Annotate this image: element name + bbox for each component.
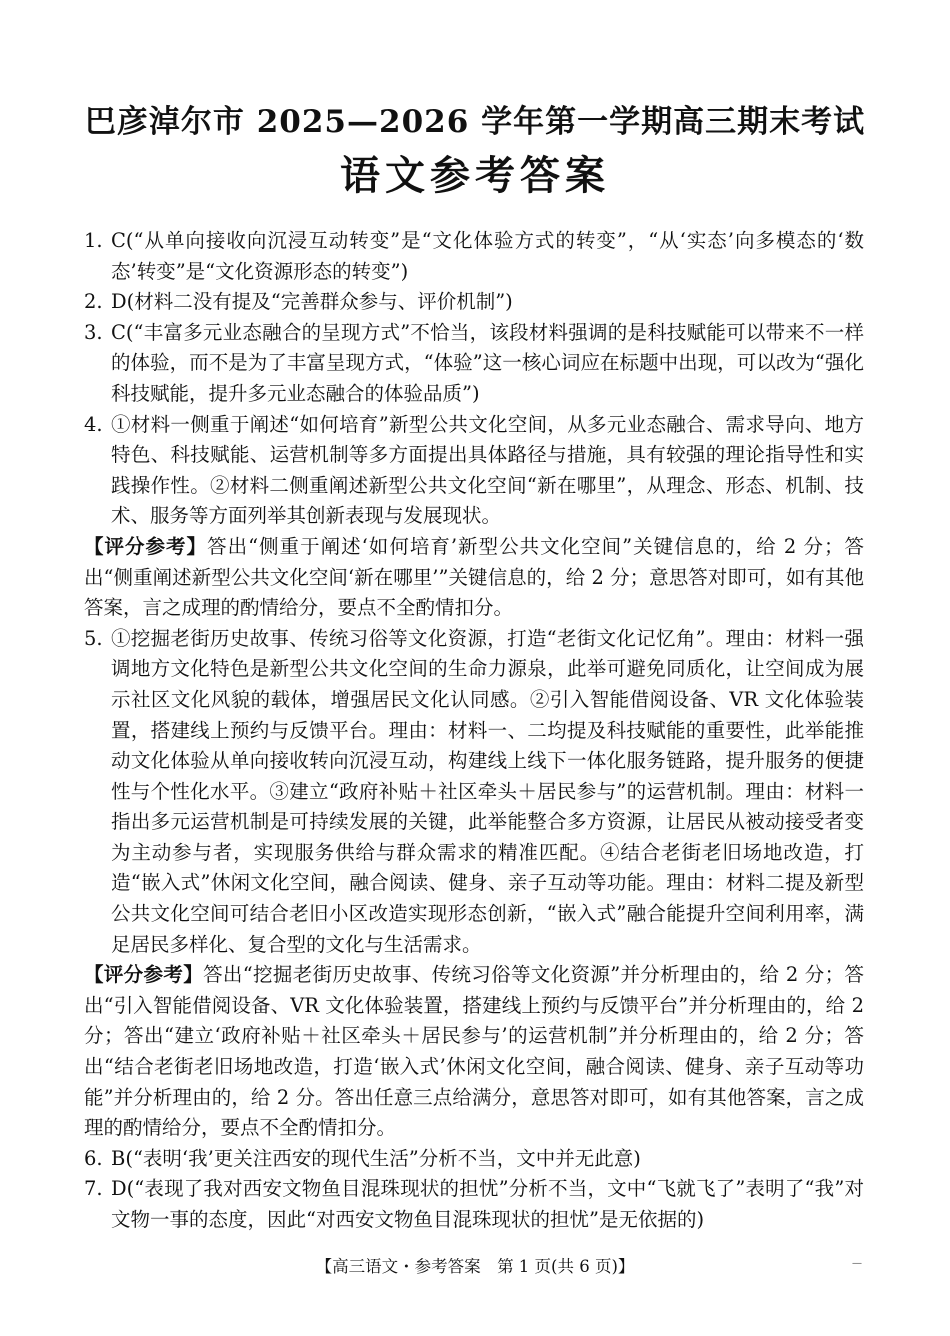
answer-2 <box>84 287 864 318</box>
answer-1 <box>84 226 864 287</box>
question-number: 2. <box>84 290 103 314</box>
answer-text: C(“从单向接收向沉浸互动转变”是“文化体验方式的转变”，“从‘实态’向多模态的‘数态’转变”是“文化资源形态的转变”) <box>111 229 864 283</box>
answer-list <box>84 226 864 1236</box>
answer-5 <box>84 624 864 961</box>
scoring-note-5 <box>84 960 864 1144</box>
scoring-note-label: 【评分参考】 <box>84 534 208 558</box>
answer-text: B(“表明‘我’更关注西安的现代生活”分析不当，文中并无此意) <box>111 1146 641 1170</box>
corner-mark: — <box>852 1258 862 1269</box>
scoring-note-text: 答出“挖掘老街历史故事、传统习俗等文化资源”并分析理由的，给 2 分；答出“引入智能借阅设备、VR 文化体验装置，搭建线上预约与反馈平台”并分析理由的，给 2 分；答出“建立‘政府补贴＋社区牵头＋居民参与’的运营机制”并分析理由的，给 2 分；答出“结合老街老旧场地改造，打造‘嵌入式’休闲文化空间，融合阅读、健身、亲子互动等功能”并分析理由的，给 2 分。答出任意三点给满分，意思答对即可，如有其他答案，言之成理的酌情给分，要点不全酌情扣分。 <box>84 963 864 1140</box>
answer-text: ①挖掘老街历史故事、传统习俗等文化资源，打造“老街文化记忆角”。理由：材料一强调地方文化特色是新型公共文化空间的生命力源泉，此举可避免同质化，让空间成为展示社区文化风貌的载体，增强居民文化认同感。②引入智能借阅设备、VR 文化体验装置，搭建线上预约与反馈平台。理由：材料一、二均提及科技赋能的重要性，此举能推动文化体验从单向接收转向沉浸互动，构建线上线下一体化服务链路，提升服务的便捷性与个性化水平。③建立“政府补贴＋社区牵头＋居民参与”的运营机制。理由：材料一指出多元运营机制是可持续发展的关键，此举能整合多方资源，让居民从被动接受者变为主动参与者，实现服务供给与群众需求的精准匹配。④结合老街老旧场地改造，打造“嵌入式”休闲文化空间，融合阅读、健身、亲子互动等功能。理由：材料二提及新型公共文化空间可结合老旧小区改造实现形态创新，“嵌入式”融合能提升空间利用率，满足居民多样化、复合型的文化与生活需求。 <box>111 626 864 956</box>
question-number: 3. <box>84 320 103 344</box>
question-number: 7. <box>84 1177 103 1201</box>
scoring-note-label: 【评分参考】 <box>84 963 204 987</box>
answer-text: D(“表现了我对西安文物鱼目混珠现状的担忧”分析不当，文中“飞就飞了”表明了“我”对文物一事的态度，因此“对西安文物鱼目混珠现状的担忧”是无依据的) <box>111 1177 864 1231</box>
answer-text: C(“丰富多元业态融合的呈现方式”不恰当，该段材料强调的是科技赋能可以带来不一样的体验，而不是为了丰富呈现方式，“体验”这一核心词应在标题中出现，可以改为“强化科技赋能，提升多元业态融合的体验品质”) <box>111 320 864 405</box>
answer-7 <box>84 1174 864 1235</box>
scoring-note-4 <box>84 532 864 624</box>
question-number: 6. <box>84 1146 103 1170</box>
answer-4 <box>84 410 864 532</box>
document-title: 语文参考答案 <box>340 152 610 199</box>
question-number: 1. <box>84 229 103 252</box>
exam-title: 巴彦淖尔市 2025—2026 学年第一学期高三期末考试 <box>84 104 866 140</box>
answer-text: ①材料一侧重于阐述“如何培育”新型公共文化空间，从多元业态融合、需求导向、地方特色、科技赋能、运营机制等多方面提出具体路径与措施，具有较强的理论指导性和实践操作性。②材料二侧重阐述新型公共文化空间“新在哪里”，从理念、形态、机制、技术、服务等方面列举其创新表现与发展现状。 <box>111 412 864 528</box>
question-number: 4. <box>84 412 103 436</box>
answer-6 <box>84 1144 864 1175</box>
page-footer: 【高三语文・参考答案 第 1 页(共 6 页)】 <box>315 1257 635 1276</box>
question-number: 5. <box>84 626 103 650</box>
answer-3 <box>84 318 864 410</box>
answer-text: D(材料二没有提及“完善群众参与、评价机制”) <box>111 290 513 314</box>
scoring-note-text: 答出“侧重于阐述‘如何培育’新型公共文化空间”关键信息的，给 2 分；答出“侧重阐述新型公共文化空间‘新在哪里’”关键信息的，给 2 分；意思答对即可，如有其他答案，言之成理的酌情给分，要点不全酌情扣分。 <box>84 534 864 620</box>
